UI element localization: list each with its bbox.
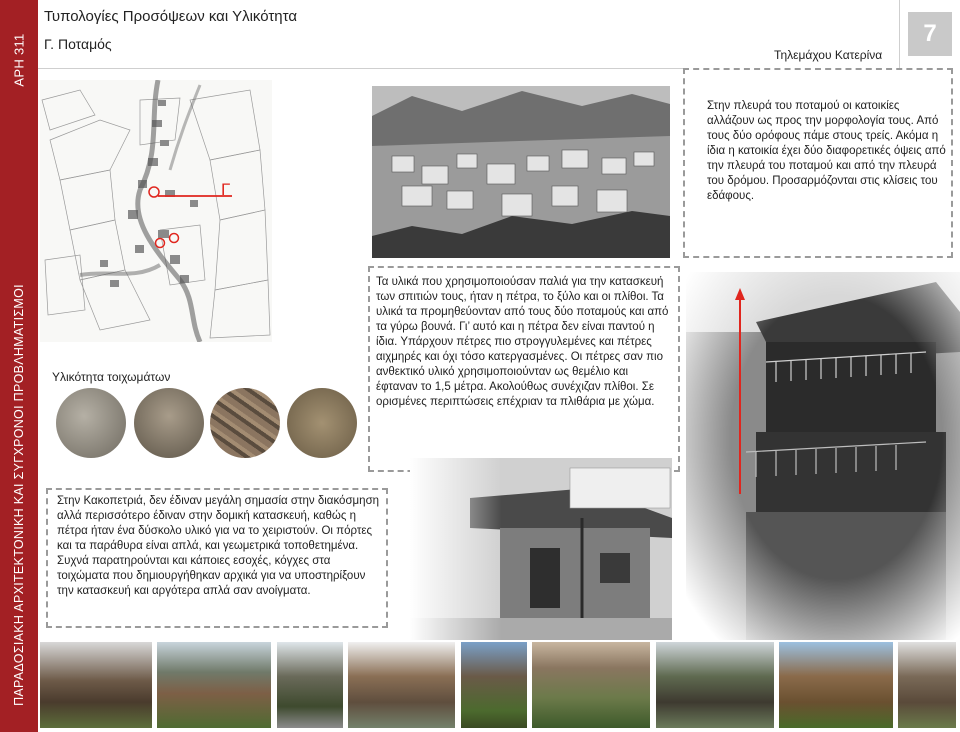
balcony-house-photo bbox=[686, 272, 960, 640]
author-name: Τηλεμάχου Κατερίνα bbox=[774, 48, 883, 62]
stone-house-photo bbox=[410, 458, 672, 640]
walls-materiality-label: Υλικότητα τοιχωμάτων bbox=[52, 370, 171, 384]
river-side-text: Στην πλευρά του ποταμού οι κατοικίες αλλάζουν ως προς την μορφολογία τους. Από τους δύο ορόφους πάμε στους τρείς. Ακόμα η ίδια η κατοικία έχει δύο διαφορετικές όψεις από την πλευρά του ποταμού και από την πλευρά του δρόμου. Προσαρμόζονται στις κλίσεις του εδάφους. bbox=[707, 100, 946, 202]
page-number-box bbox=[908, 12, 952, 56]
materials-text-box bbox=[368, 266, 680, 472]
stone-house-image bbox=[410, 458, 672, 640]
course-code: ΑΡΗ 311 bbox=[11, 33, 27, 87]
sidebar bbox=[0, 0, 38, 732]
panorama-image bbox=[372, 86, 670, 258]
page-number: 7 bbox=[923, 20, 937, 47]
strip-photo-6 bbox=[532, 642, 650, 728]
site-plan-map bbox=[40, 80, 272, 342]
section-marker-label: Γ bbox=[221, 180, 231, 199]
wall-texture-3 bbox=[210, 388, 280, 458]
header-vertical-divider bbox=[899, 0, 900, 68]
strip-photo-8 bbox=[779, 642, 893, 728]
balcony-house-image bbox=[686, 272, 960, 640]
strip-photo-9 bbox=[898, 642, 956, 728]
wall-texture-2 bbox=[134, 388, 204, 458]
strip-photo-2 bbox=[157, 642, 271, 728]
course-title: ΠΑΡΑΔΟΣΙΑΚΗ ΑΡΧΙΤΕΚΤΟΝΙΚΗ ΚΑΙ ΣΥΓΧΡΟΝΟΙ ΠΡΟΒΛΗΜΑΤΙΣΜΟΙ bbox=[12, 284, 26, 706]
page-title: Τυπολογίες Προσόψεων και Υλικότητα bbox=[44, 8, 298, 25]
strip-photo-7 bbox=[656, 642, 774, 728]
site-plan-drawing bbox=[40, 80, 272, 342]
strip-photo-1 bbox=[40, 642, 152, 728]
strip-photo-3 bbox=[277, 642, 343, 728]
village-panorama-photo bbox=[372, 86, 670, 258]
wall-texture-1 bbox=[56, 388, 126, 458]
page-subtitle: Γ. Ποταμός bbox=[44, 36, 112, 52]
wall-texture-4 bbox=[287, 388, 357, 458]
materials-text: Τα υλικά που χρησιμοποιούσαν παλιά για την κατασκευή των σπιτιών τους, ήταν η πέτρα, το ξύλο και οι πλίθοι. Τα υλικά τα προμηθεύονταν από τους δύο ποταμούς και από τα γύρω βουνά. Γι’ αυτό και η πέτρα δεν είναι παντού η ίδια. Υπάρχουν πέτρες πιο στρογγυλεμένες και πέτρες αιχμηρές και όχι τόσο κατεργασμένες. Οι πέτρες σαν πιο ανθεκτικό υλικό χρησιμοποιούνταν ως θεμέλιο και έφταναν το 1,5 μέτρα. Ακολούθως συνέχιζαν πλίθοι. Σε ορισμένες περιπτώσεις επέχριαν τα πλιθάρια με χώμα. bbox=[376, 276, 669, 408]
kakopetria-text: Στην Κακοπετριά, δεν έδιναν μεγάλη σημασία στην διακόσμηση αλλά περισσότερο έδιναν στην δομική κατασκευή, καθώς η πέτρα ήταν ένα δύσκολο υλικό για να το χειριστούν. Οι πόρτες και τα παράθυρα είναι απλά, και γεωμετρικά τοποθετημένα. Συχνά παρατηρούνται και κάποιες εσοχές, κόγχες στα τοιχώματα που δημιουργήθηκαν αρχικά για να υποστηρίξουν την κατασκευή και αργότερα απλά σαν ανοίγματα. bbox=[57, 495, 380, 597]
strip-photo-4 bbox=[348, 642, 455, 728]
river-side-text-box bbox=[683, 68, 953, 258]
kakopetria-text-box bbox=[46, 488, 388, 628]
strip-photo-5 bbox=[461, 642, 527, 728]
